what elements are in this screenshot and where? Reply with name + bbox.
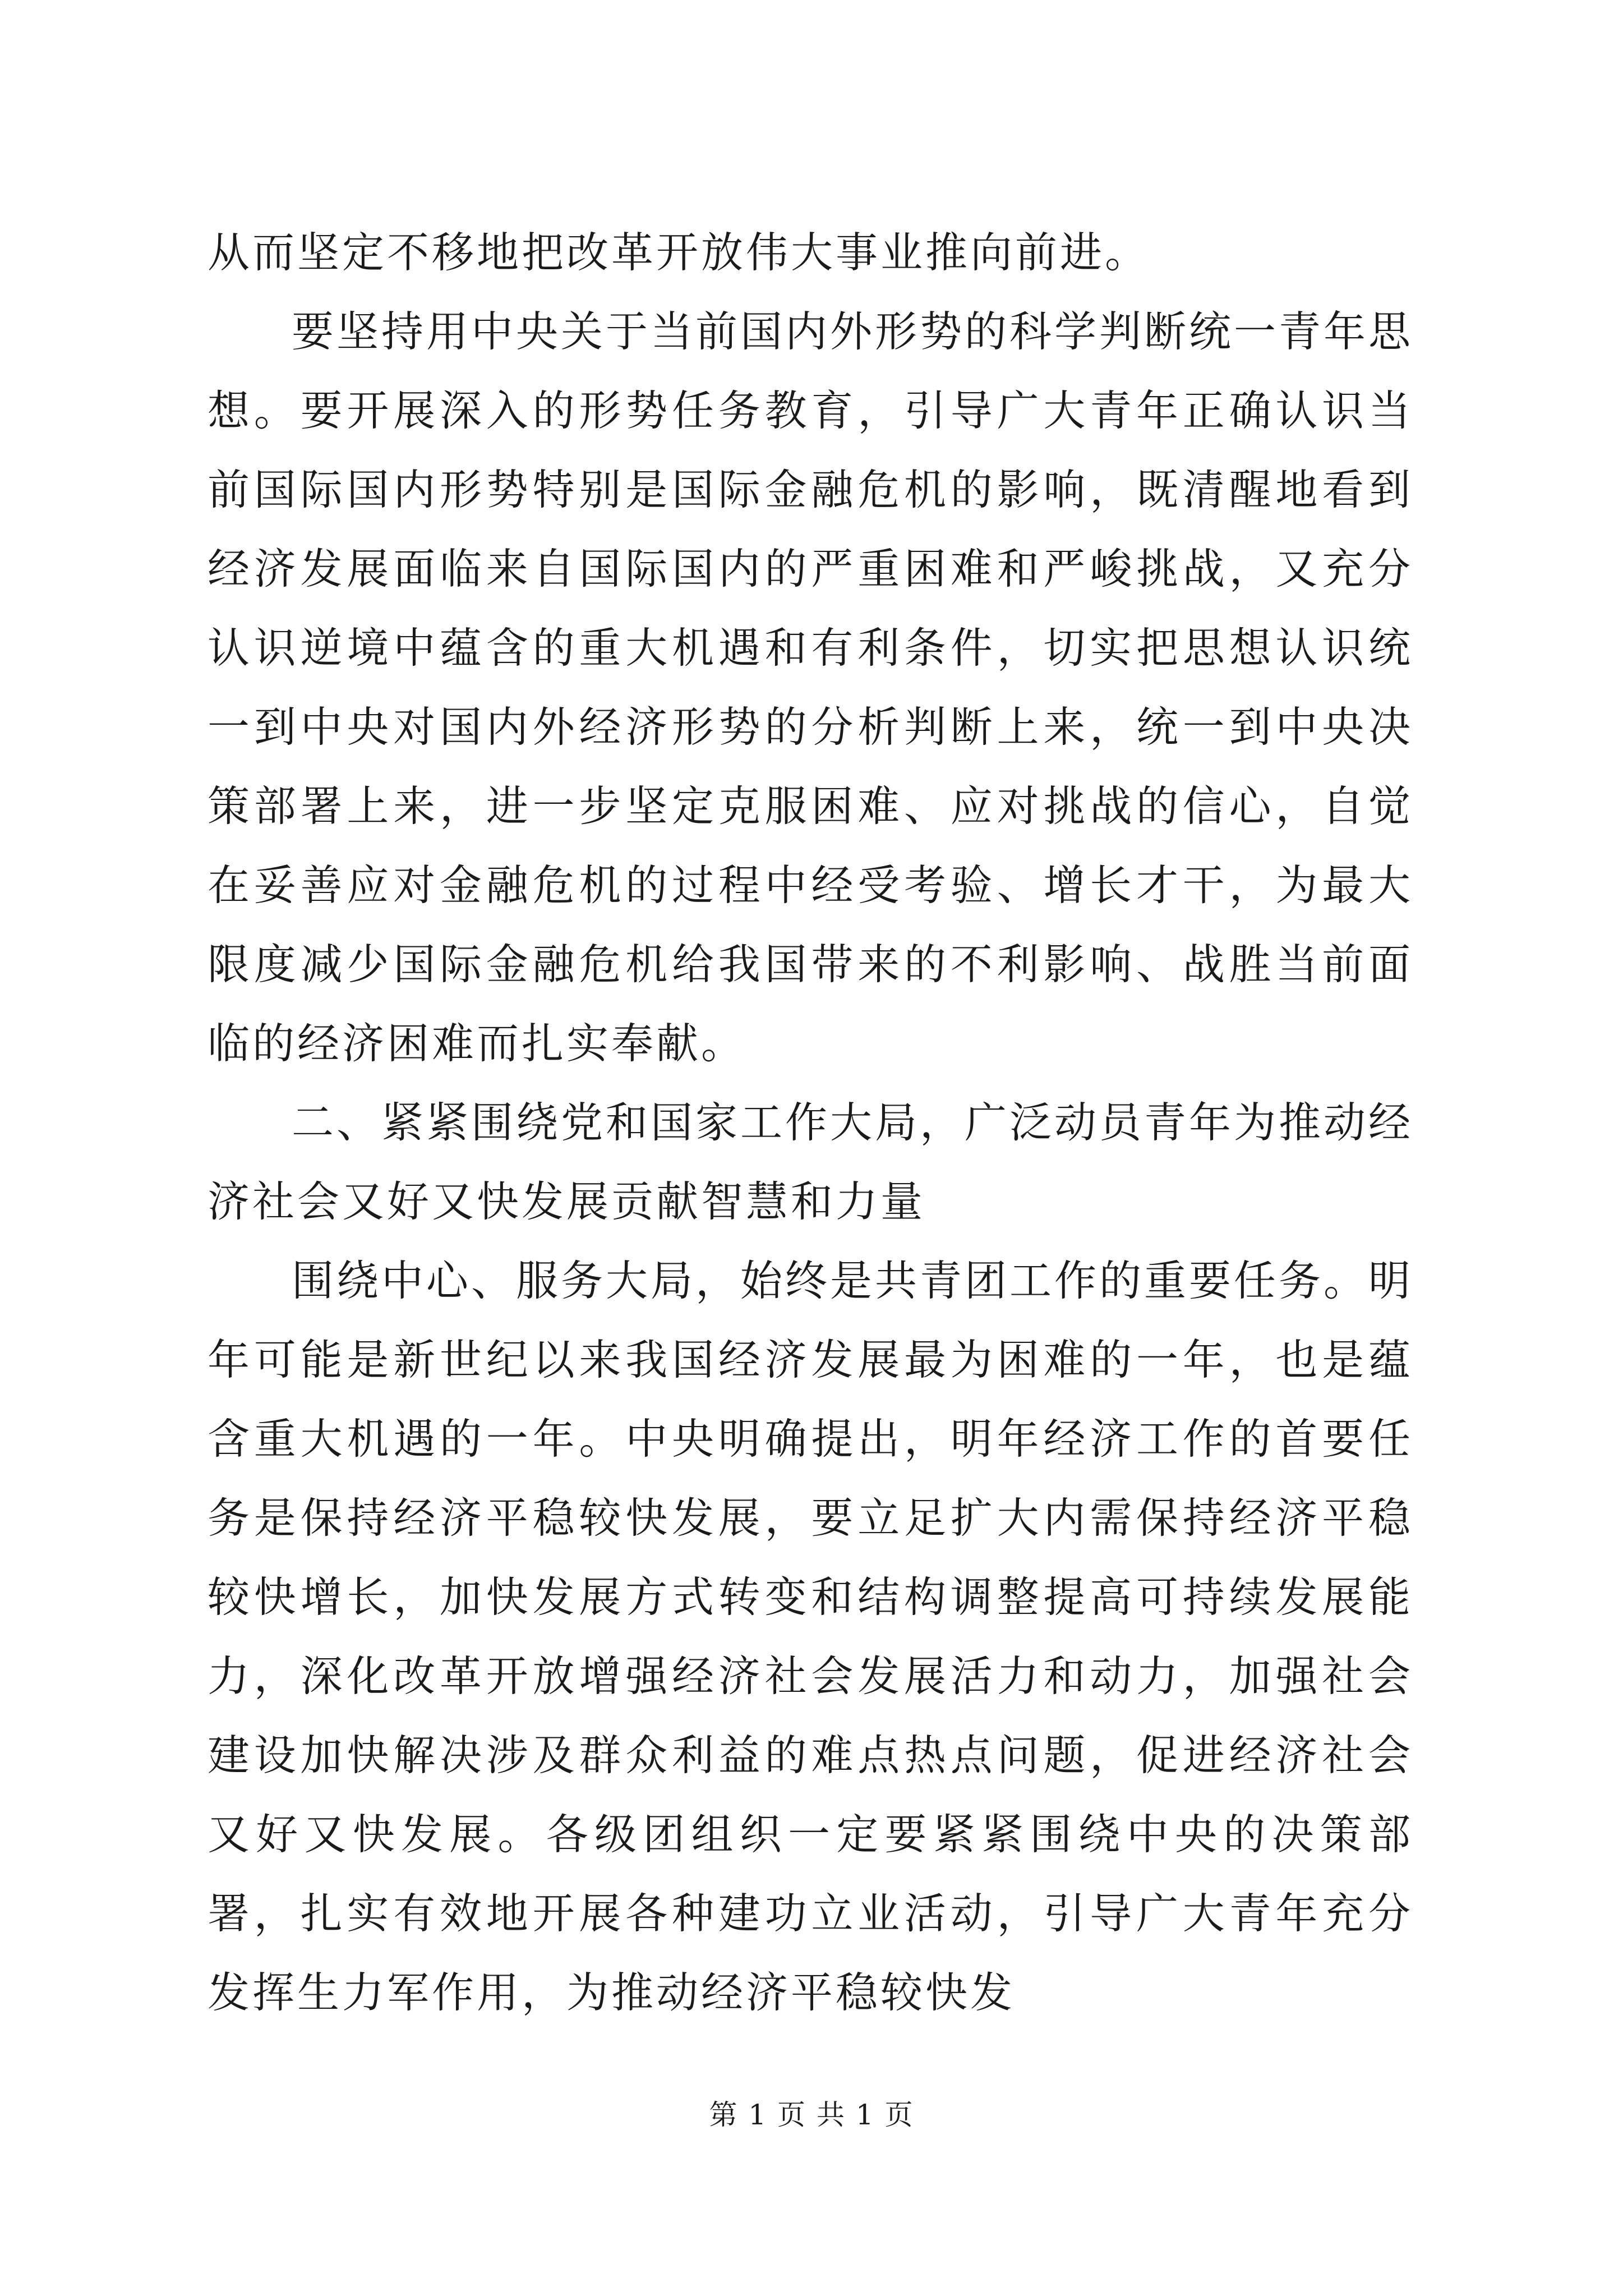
text-line: 益的难点热点问题，促进经济社会又好又快发展。各级团组织一	[208, 1731, 1413, 1859]
paragraph-1	[208, 213, 1413, 292]
page-number-label: 第 1 页 共 1 页	[709, 2099, 914, 2131]
text-line: 定克服困难、应对挑战的信心，自觉在妥善应对金融危机的过程	[208, 781, 1413, 910]
text-line: 社会又好又快发展贡献智慧和力量	[252, 1177, 926, 1226]
text-line: 机遇的一年。中央明确提出，明年经济工作的首要任务是保持经	[208, 1414, 1413, 1543]
text-line: 强经济社会发展活力和动力，加强社会建设加快解决涉及群众利	[208, 1651, 1413, 1780]
text-line: 围绕中心、服务大局，始终是共青团工作的重要任务。明年	[208, 1256, 1414, 1384]
text-line: 可能是新世纪以来我国经济发展最为困难的一年，也是蕴含重大	[208, 1335, 1413, 1464]
body-text	[208, 213, 1413, 2032]
text-line: 经济形势的分析判断上来，统一到中央决策部署上来，进一步坚	[208, 702, 1413, 831]
text-line: 动，引导广大青年充分发挥生力军作用，为推动经济平稳较快发	[208, 1889, 1413, 2017]
text-line: 面临来自国际国内的严重困难和严峻挑战，又充分认识逆境中蕴	[208, 544, 1413, 673]
text-line: 从而坚定不移地把改革开放伟大事业推向前进。	[208, 228, 1150, 277]
paragraph-2	[208, 292, 1413, 1083]
text-line: 定要紧紧围绕中央的决策部署，扎实有效地开展各种建功立业活	[208, 1810, 1413, 1938]
text-line: 要坚持用中央关于当前国内外形势的科学判断统一青年思	[292, 307, 1414, 356]
text-line: 中经受考验、增长才干，为最大限度减少国际金融危机给我国带	[208, 861, 1413, 989]
text-line: 含的重大机遇和有利条件，切实把思想认识统一到中央对国内外	[208, 623, 1413, 752]
text-line: 发展方式转变和结构调整提高可持续发展能力，深化改革开放增	[208, 1572, 1413, 1701]
text-line: 来的不利影响、战胜当前面临的经济困难而扎实奉献。	[208, 940, 1413, 1068]
text-line: 际国内形势特别是国际金融危机的影响，既清醒地看到经济发展	[208, 465, 1413, 593]
text-line: 二、紧紧围绕党和国家工作大局，广泛动员青年为推动经济	[208, 1098, 1414, 1226]
page-footer	[0, 2092, 1623, 2133]
paragraph-3	[208, 1241, 1413, 2032]
text-line: 想。要开展深入的形势任务教育，引导广大青年正确认识当前国	[208, 386, 1413, 514]
text-line: 济平稳较快发展，要立足扩大内需保持经济平稳较快增长，加快	[208, 1493, 1413, 1622]
section-heading	[208, 1083, 1413, 1241]
